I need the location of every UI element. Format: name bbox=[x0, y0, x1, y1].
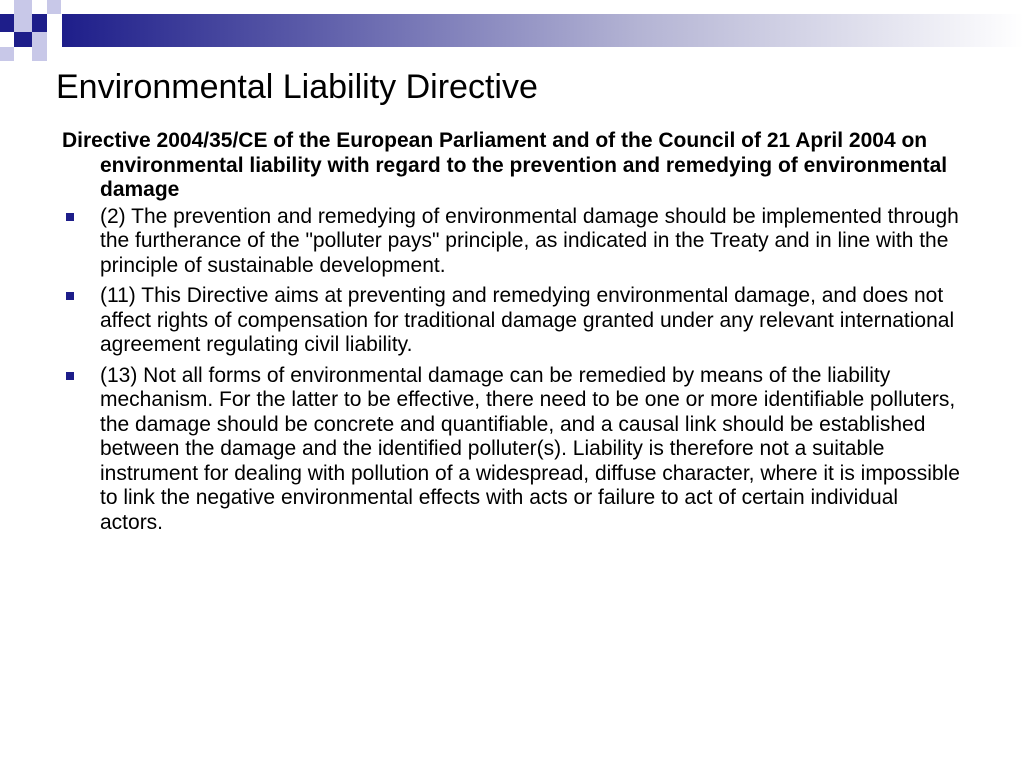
decor-square bbox=[14, 14, 32, 32]
header-decoration bbox=[0, 0, 1024, 70]
decor-square bbox=[32, 47, 47, 61]
list-item bbox=[62, 284, 962, 358]
square-bullet-icon bbox=[66, 213, 74, 221]
square-bullet-icon bbox=[66, 292, 74, 300]
list-item bbox=[62, 205, 962, 279]
bullet-text: (11) This Directive aims at preventing and remedying environmental damage, and does not affect rights of compensation for traditional damage granted under any relevant international agreement regulating civil liability. bbox=[100, 284, 955, 356]
decor-square bbox=[47, 0, 61, 14]
slide-content bbox=[62, 129, 962, 541]
square-bullet-icon bbox=[66, 372, 74, 380]
directive-intro: Directive 2004/35/CE of the European Parliament and of the Council of 21 April 2004 on environmental liability with regard to the prevention and remedying of environmental damage bbox=[62, 129, 948, 201]
decor-square bbox=[47, 14, 62, 32]
bullet-list bbox=[62, 205, 962, 536]
decor-square bbox=[32, 14, 47, 32]
decor-square bbox=[14, 32, 32, 47]
slide-title: Environmental Liability Directive bbox=[56, 68, 538, 106]
decor-square bbox=[14, 0, 32, 14]
decor-square bbox=[32, 32, 47, 47]
bullet-text: (13) Not all forms of environmental damage can be remedied by means of the liability mechanism. For the latter to be effective, there need to be one or more identifiable polluters, the damage should be concrete and quantifiable, and a causal link should be established between the damage and the identified polluter(s). Liability is therefore not a suitable instrument for dealing with pollution of a widespread, diffuse character, where it is impossible to link the negative environmental effects with acts or failure to act of certain individual actors. bbox=[100, 363, 960, 534]
decor-square bbox=[0, 14, 14, 32]
list-item bbox=[62, 364, 962, 536]
decor-square bbox=[0, 47, 14, 61]
bullet-text: (2) The prevention and remedying of environmental damage should be implemented through the furtherance of the "polluter pays" principle, as indicated in the Treaty and in line with the principle of sustainable development. bbox=[100, 204, 959, 277]
header-gradient-bar bbox=[62, 14, 1024, 47]
